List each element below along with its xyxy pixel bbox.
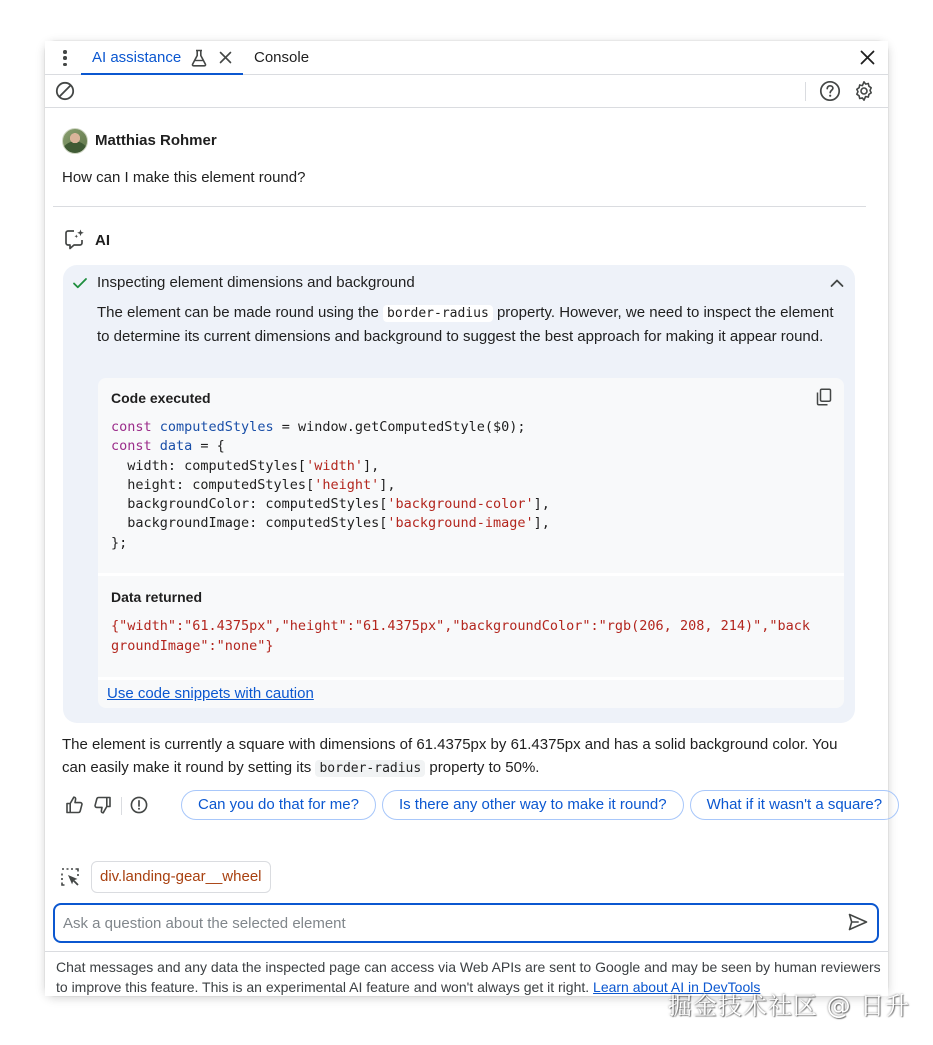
tab-console[interactable]: Console <box>254 49 310 66</box>
code-line: backgroundImage: computedStyles['background-image'], <box>111 515 550 532</box>
selected-element-chip[interactable]: div.landing-gear__wheel <box>91 861 271 893</box>
suggestion-chip[interactable]: Is there any other way to make it round? <box>382 790 684 820</box>
suggestion-chip[interactable]: What if it wasn't a square? <box>690 790 899 820</box>
suggestion-chips <box>181 790 883 820</box>
chat-input-container <box>53 903 879 943</box>
code-line: backgroundColor: computedStyles['background-color'], <box>111 496 550 513</box>
block-icon[interactable] <box>55 81 75 101</box>
user-avatar <box>62 128 88 154</box>
close-icon[interactable] <box>219 51 232 64</box>
user-query: How can I make this element round? <box>62 169 306 186</box>
learn-more-link[interactable]: Learn about AI in DevTools <box>593 979 761 995</box>
flask-icon <box>191 49 207 67</box>
tab-ai-assistance[interactable] <box>81 41 243 75</box>
close-panel-icon[interactable] <box>860 50 875 65</box>
code-executed-heading: Code executed <box>111 390 211 406</box>
chat-input[interactable] <box>63 905 833 941</box>
inline-code: border-radius <box>383 305 493 322</box>
gear-icon[interactable] <box>853 80 875 102</box>
user-name: Matthias Rohmer <box>95 132 217 149</box>
thumb-down-icon[interactable] <box>92 795 112 815</box>
message-divider <box>53 206 866 207</box>
toolbar-divider <box>805 82 806 101</box>
tab-bar <box>45 41 888 75</box>
watermark: 掘金技术社区 @ 日升 <box>668 992 911 1020</box>
ai-answer: The element is currently a square with dimensions of 61.4375px by 61.4375px and has a solid background color. You can easily make it round by setting its border-radius property to 50%. <box>62 736 838 776</box>
code-line: width: computedStyles['width'], <box>111 457 380 474</box>
data-returned-heading: Data returned <box>111 589 203 605</box>
code-line: const computedStyles = window.getComputedStyle($0); <box>111 419 526 435</box>
kebab-menu-icon[interactable] <box>57 49 73 67</box>
send-icon[interactable] <box>848 913 868 931</box>
data-returned-value: {"width":"61.4375px","height":"61.4375px","backgroundColor":"rgb(206, 208, 214)","backgroundImage":"none"} <box>111 618 810 654</box>
tab-ai-assistance-label: AI assistance <box>92 49 182 66</box>
chevron-up-icon[interactable] <box>829 275 845 291</box>
suggestion-chip[interactable]: Can you do that for me? <box>181 790 376 820</box>
feedback-divider <box>121 797 122 815</box>
disclaimer-text: Chat messages and any data the inspected page can access via Web APIs are sent to Google and may be seen by human reviewers to improve this feature. This is an experimental AI feature and won't always get it right. Learn about AI in DevTools <box>56 959 881 995</box>
step-card <box>63 265 855 723</box>
code-line: const data = { <box>111 438 225 455</box>
code-block <box>98 378 844 708</box>
ai-sparkle-icon <box>64 228 86 250</box>
toolbar <box>45 75 888 108</box>
check-icon <box>72 275 88 291</box>
step-title: Inspecting element dimensions and background <box>97 274 415 291</box>
select-element-icon[interactable] <box>60 867 80 887</box>
data-returned-section <box>98 573 844 679</box>
caution-row <box>98 677 844 708</box>
devtools-panel <box>45 41 888 996</box>
executed-code <box>111 418 550 553</box>
step-text: The element can be made round using the border-radius property. However, we need to inspect the element to determine its current dimensions and background to suggest the best approach for making it appear round. <box>97 304 834 345</box>
inline-code: border-radius <box>315 760 425 777</box>
code-line: height: computedStyles['height'], <box>111 476 396 493</box>
ai-label: AI <box>95 232 110 249</box>
report-icon[interactable] <box>130 796 148 814</box>
caution-link[interactable]: Use code snippets with caution <box>107 685 314 702</box>
copy-icon[interactable] <box>816 388 832 406</box>
thumb-up-icon[interactable] <box>65 795 85 815</box>
help-icon[interactable] <box>819 80 841 102</box>
code-line: }; <box>111 534 128 551</box>
